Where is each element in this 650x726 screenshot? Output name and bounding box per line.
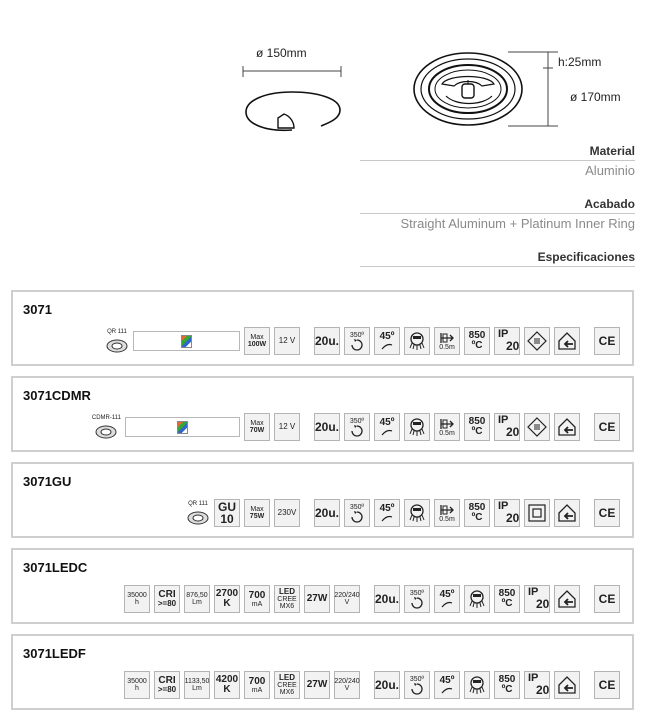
lifetime-value: 35000 <box>127 592 147 599</box>
tilt-badge <box>434 585 460 613</box>
ip-value: 20 <box>506 339 520 353</box>
temperature-unit: ºC <box>501 684 513 695</box>
product-card-3071 <box>11 290 634 366</box>
lamp-reflector-icon <box>105 336 129 354</box>
socket-value: 10 <box>220 512 234 526</box>
height-label: h:25mm <box>558 55 602 69</box>
cri-label: CRI <box>158 675 176 686</box>
quantity-value: 20u. <box>315 506 340 520</box>
lumen-value: 1133,50 <box>184 678 210 685</box>
temperature-value: 850 <box>498 588 516 599</box>
product-code: 3071LEDF <box>23 646 86 661</box>
ip-value: 20 <box>536 683 550 697</box>
spec-block <box>360 250 635 267</box>
distance-badge <box>434 327 460 355</box>
max-value: 70W <box>249 427 265 434</box>
cri-badge <box>154 671 180 699</box>
tilt-badge <box>374 327 400 355</box>
distance-icon <box>438 332 456 344</box>
indoor-use-badge <box>554 499 580 527</box>
color-temp-unit: K <box>223 598 231 609</box>
image-placeholder <box>125 417 240 437</box>
wattage-badge <box>304 671 330 699</box>
quantity-value: 20u. <box>315 334 340 348</box>
tilt-badge <box>374 499 400 527</box>
temperature-badge <box>494 585 520 613</box>
rotation-badge <box>344 327 370 355</box>
lamp-rays-icon <box>407 331 427 351</box>
luminaire-icon-badge <box>464 671 490 699</box>
led-brand: CREE <box>277 682 297 689</box>
distance-badge <box>434 499 460 527</box>
lumen-value: 876,50 <box>186 592 208 599</box>
quantity-badge <box>314 327 340 355</box>
spec-heading: Especificaciones <box>360 250 635 267</box>
tilt-arrow-icon <box>440 600 454 608</box>
broken-image-icon <box>177 421 188 434</box>
led-label: LED <box>279 673 295 682</box>
lumen-unit: Lm <box>192 685 202 692</box>
voltage-range-value: 220/240 <box>334 592 360 599</box>
class-iii-icon <box>527 331 547 351</box>
max-label: Max <box>250 506 264 513</box>
ce-mark-badge <box>594 585 620 613</box>
ce-mark: CE <box>598 592 616 606</box>
tilt-value: 45º <box>439 675 455 686</box>
distance-value: 0.5m <box>439 429 455 437</box>
indoor-use-badge <box>554 671 580 699</box>
color-temp-value: 2700 <box>215 588 239 599</box>
house-arrow-icon <box>557 589 577 609</box>
temperature-unit: ºC <box>501 598 513 609</box>
tilt-arrow-icon <box>380 428 394 436</box>
rotation-value: 350º <box>409 675 425 683</box>
house-arrow-icon <box>557 675 577 695</box>
max-value: 75W <box>249 513 265 520</box>
ce-mark-badge <box>594 499 620 527</box>
led-brand: CREE <box>277 596 297 603</box>
quantity-badge <box>374 671 400 699</box>
class-ii-icon <box>527 503 547 523</box>
tilt-arrow-icon <box>440 686 454 694</box>
icon-strip <box>105 326 620 356</box>
distance-badge <box>434 413 460 441</box>
ip-label: IP <box>498 500 509 512</box>
luminaire-icon-badge <box>404 327 430 355</box>
lifetime-unit: h <box>135 599 139 606</box>
lamp-reflector-icon <box>94 422 118 440</box>
finish-block <box>360 197 635 232</box>
temperature-unit: ºC <box>471 340 483 351</box>
rotation-badge <box>344 499 370 527</box>
product-code: 3071 <box>23 302 52 317</box>
rotation-badge <box>404 585 430 613</box>
rotation-value: 350º <box>349 331 365 339</box>
diameter-small-label: ø 150mm <box>256 46 307 60</box>
distance-icon <box>438 504 456 516</box>
lamp-type <box>105 327 129 355</box>
lamp-type-label: CDMR-111 <box>91 414 121 421</box>
ce-mark-badge <box>594 413 620 441</box>
lifetime-badge <box>124 585 150 613</box>
product-card-3071ledc <box>11 548 634 624</box>
current-badge <box>244 671 270 699</box>
current-value: 700 <box>248 675 266 687</box>
temperature-unit: ºC <box>471 512 483 523</box>
current-unit: mA <box>251 686 263 694</box>
cri-badge <box>154 585 180 613</box>
voltage-unit: V <box>344 685 350 692</box>
voltage-badge <box>274 499 300 527</box>
temperature-value: 850 <box>498 674 516 685</box>
voltage-value: 12 V <box>278 336 296 345</box>
side-profile-drawing <box>236 42 348 138</box>
finish-heading: Acabado <box>360 197 635 214</box>
luminaire-icon-badge <box>404 413 430 441</box>
wattage-value: 27W <box>306 679 328 690</box>
lifetime-badge <box>124 671 150 699</box>
voltage-badge <box>274 413 300 441</box>
max-value: 100W <box>247 341 267 348</box>
current-unit: mA <box>251 600 263 608</box>
ce-mark: CE <box>598 420 616 434</box>
socket-label: GU <box>218 500 236 514</box>
ip-rating-badge <box>494 327 520 355</box>
tilt-arrow-icon <box>380 342 394 350</box>
rotation-badge <box>404 671 430 699</box>
ip-value: 20 <box>506 425 520 439</box>
temperature-value: 850 <box>468 330 486 341</box>
lumen-badge <box>184 585 210 613</box>
rotation-arrow-icon <box>410 683 424 695</box>
product-code: 3071GU <box>23 474 72 489</box>
house-arrow-icon <box>557 331 577 351</box>
icon-strip <box>186 498 620 528</box>
voltage-range-value: 220/240 <box>334 678 360 685</box>
tilt-value: 45º <box>379 503 395 514</box>
lamp-rays-icon <box>467 589 487 609</box>
tilt-value: 45º <box>379 331 395 342</box>
temperature-value: 850 <box>468 502 486 513</box>
material-block <box>360 144 635 179</box>
luminaire-icon-badge <box>464 585 490 613</box>
lamp-rays-icon <box>407 503 427 523</box>
color-temp-badge <box>214 585 240 613</box>
voltage-value: 230V <box>277 508 297 517</box>
rotation-value: 350º <box>349 503 365 511</box>
quantity-badge <box>374 585 400 613</box>
material-heading: Material <box>360 144 635 161</box>
luminaire-icon-badge <box>404 499 430 527</box>
tilt-badge <box>374 413 400 441</box>
ce-mark-badge <box>594 327 620 355</box>
ip-label: IP <box>498 414 509 426</box>
image-placeholder <box>133 331 240 351</box>
rotation-arrow-icon <box>350 425 364 437</box>
lumen-badge <box>184 671 210 699</box>
rotation-arrow-icon <box>410 597 424 609</box>
current-value: 700 <box>248 589 266 601</box>
finish-value: Straight Aluminum + Platinum Inner Ring <box>400 216 635 231</box>
safety-class-badge <box>524 499 550 527</box>
quantity-value: 20u. <box>315 420 340 434</box>
voltage-badge <box>334 585 360 613</box>
class-iii-icon <box>527 417 547 437</box>
led-model: MX6 <box>279 603 295 610</box>
lamp-rays-icon <box>407 417 427 437</box>
voltage-unit: V <box>344 599 350 606</box>
lamp-type-label: QR 111 <box>188 500 208 507</box>
product-card-3071gu <box>11 462 634 538</box>
color-temp-unit: K <box>223 684 231 695</box>
indoor-use-badge <box>554 585 580 613</box>
max-power-badge <box>244 327 270 355</box>
rotation-value: 350º <box>349 417 365 425</box>
ip-rating-badge <box>494 499 520 527</box>
lifetime-value: 35000 <box>127 678 147 685</box>
ce-mark: CE <box>598 678 616 692</box>
ip-value: 20 <box>506 511 520 525</box>
lifetime-unit: h <box>135 685 139 692</box>
quantity-value: 20u. <box>375 678 400 692</box>
ip-rating-badge <box>524 585 550 613</box>
rotation-arrow-icon <box>350 339 364 351</box>
voltage-badge <box>334 671 360 699</box>
led-source-badge <box>274 671 300 699</box>
color-temp-value: 4200 <box>215 674 239 685</box>
house-arrow-icon <box>557 417 577 437</box>
top-view-svg <box>412 44 644 134</box>
temperature-badge <box>464 499 490 527</box>
distance-value: 0.5m <box>439 343 455 351</box>
top-view-drawing <box>412 44 644 134</box>
current-badge <box>244 585 270 613</box>
quantity-value: 20u. <box>375 592 400 606</box>
wattage-badge <box>304 585 330 613</box>
max-label: Max <box>250 420 264 427</box>
temperature-badge <box>494 671 520 699</box>
product-card-3071ledf <box>11 634 634 710</box>
voltage-value: 12 V <box>278 422 296 431</box>
cri-value: >=80 <box>157 599 177 608</box>
diameter-large-label: ø 170mm <box>570 90 621 104</box>
ce-mark-badge <box>594 671 620 699</box>
voltage-badge <box>274 327 300 355</box>
led-model: MX6 <box>279 689 295 696</box>
temperature-badge <box>464 413 490 441</box>
ce-mark: CE <box>598 506 616 520</box>
icon-strip <box>124 584 620 614</box>
safety-class-badge <box>524 327 550 355</box>
house-arrow-icon <box>557 503 577 523</box>
ip-rating-badge <box>524 671 550 699</box>
ip-label: IP <box>498 328 509 340</box>
safety-class-badge <box>524 413 550 441</box>
ce-mark: CE <box>598 334 616 348</box>
temperature-value: 850 <box>468 416 486 427</box>
lumen-unit: Lm <box>192 599 202 606</box>
quantity-badge <box>314 413 340 441</box>
rotation-value: 350º <box>409 589 425 597</box>
quantity-badge <box>314 499 340 527</box>
temperature-badge <box>464 327 490 355</box>
lamp-type <box>186 499 210 527</box>
tilt-badge <box>434 671 460 699</box>
ip-value: 20 <box>536 597 550 611</box>
distance-value: 0.5m <box>439 515 455 523</box>
temperature-unit: ºC <box>471 426 483 437</box>
distance-icon <box>438 418 456 430</box>
cri-label: CRI <box>158 589 176 600</box>
led-label: LED <box>279 587 295 596</box>
tilt-value: 45º <box>439 589 455 600</box>
max-label: Max <box>250 334 264 341</box>
product-code: 3071LEDC <box>23 560 88 575</box>
icon-strip <box>124 670 620 700</box>
ip-label: IP <box>528 586 539 598</box>
color-temp-badge <box>214 671 240 699</box>
socket-badge <box>214 499 240 527</box>
icon-strip <box>92 412 620 442</box>
tilt-value: 45º <box>379 417 395 428</box>
lamp-type <box>92 413 121 441</box>
max-power-badge <box>244 413 270 441</box>
wattage-value: 27W <box>306 593 328 604</box>
max-power-badge <box>244 499 270 527</box>
rotation-badge <box>344 413 370 441</box>
lamp-rays-icon <box>467 675 487 695</box>
indoor-use-badge <box>554 413 580 441</box>
lamp-type-label: QR 111 <box>107 328 127 335</box>
ip-rating-badge <box>494 413 520 441</box>
lamp-reflector-icon <box>186 508 210 526</box>
cri-value: >=80 <box>157 685 177 694</box>
broken-image-icon <box>181 335 192 348</box>
tilt-arrow-icon <box>380 514 394 522</box>
indoor-use-badge <box>554 327 580 355</box>
rotation-arrow-icon <box>350 511 364 523</box>
ip-label: IP <box>528 672 539 684</box>
product-card-3071cdmr <box>11 376 634 452</box>
led-source-badge <box>274 585 300 613</box>
material-value: Aluminio <box>585 163 635 178</box>
product-code: 3071CDMR <box>23 388 91 403</box>
